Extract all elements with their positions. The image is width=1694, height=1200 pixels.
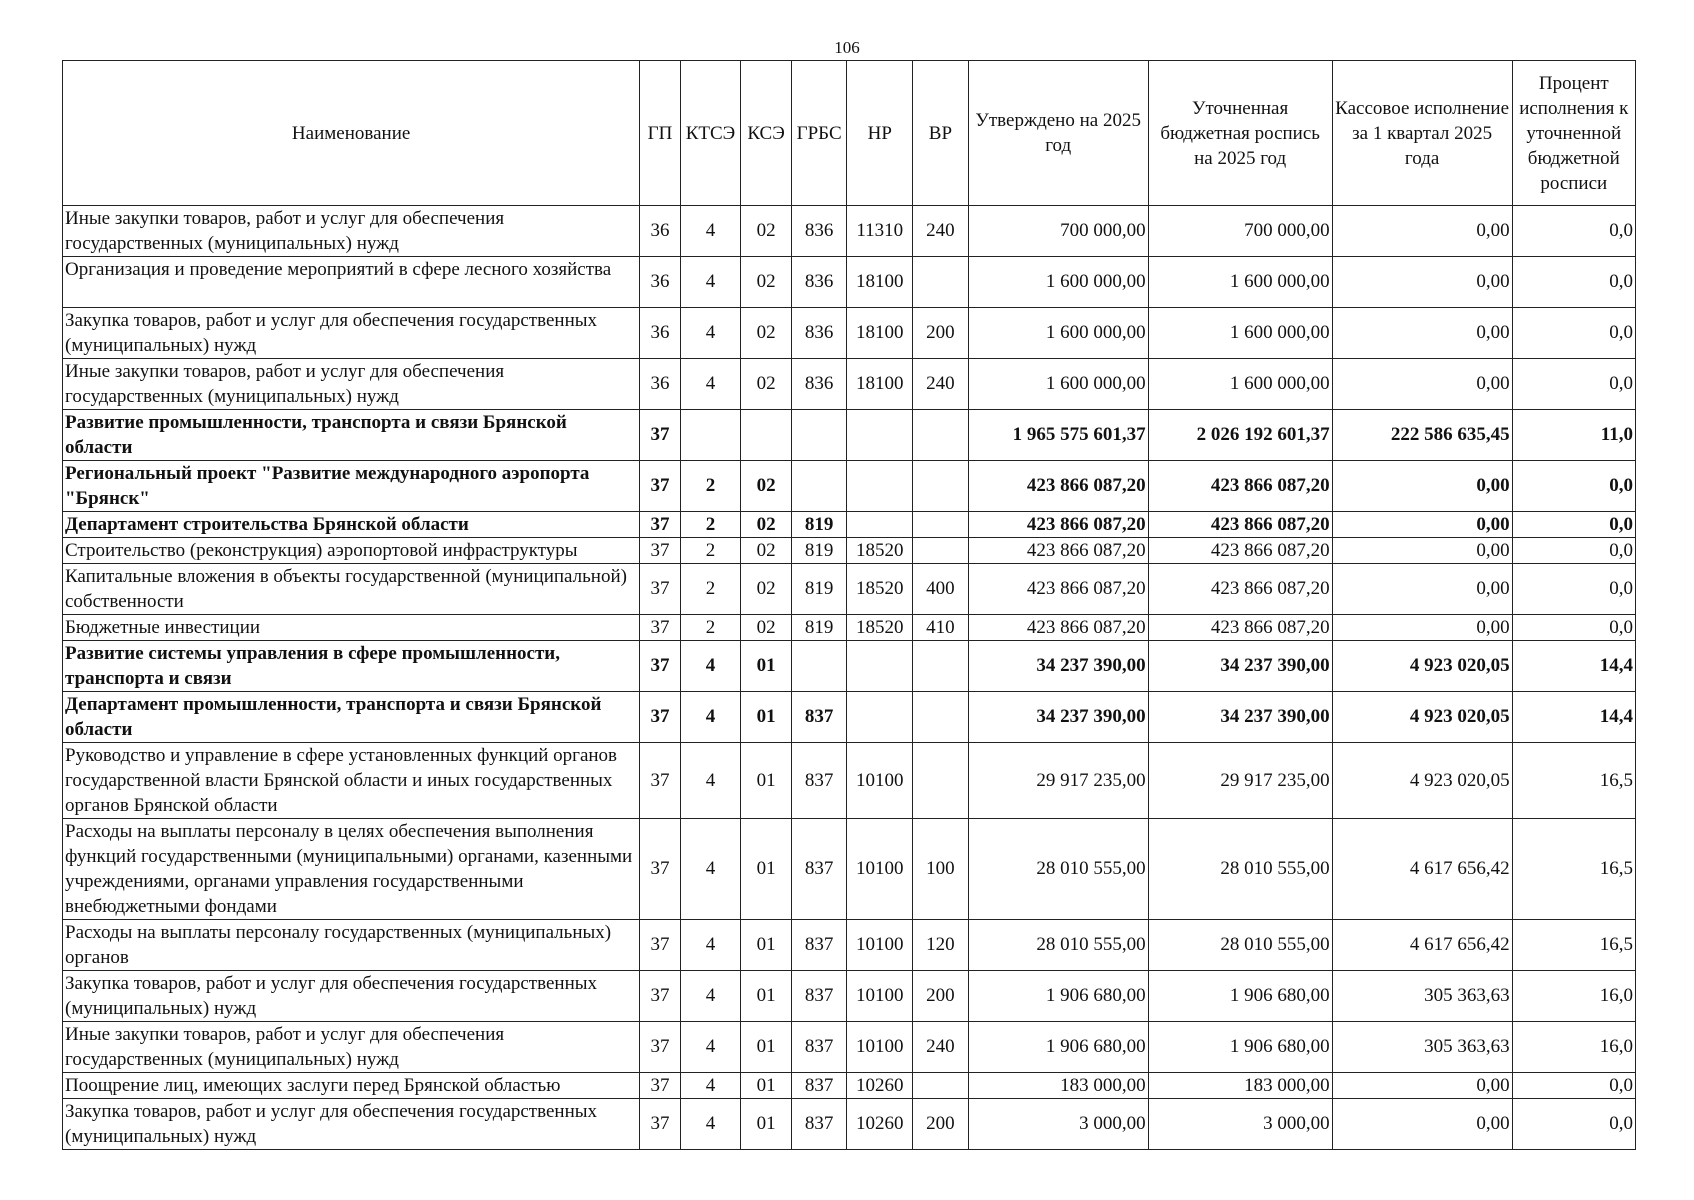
table-row bbox=[63, 564, 1636, 615]
cell-ktse: 4 bbox=[680, 1073, 741, 1099]
cell-gp: 37 bbox=[640, 564, 680, 615]
cell-ktse: 4 bbox=[680, 1099, 741, 1150]
cell-approved: 1 600 000,00 bbox=[968, 308, 1148, 359]
cell-grbs bbox=[791, 641, 847, 692]
cell-np: 10260 bbox=[847, 1073, 913, 1099]
cell-vr: 410 bbox=[913, 615, 969, 641]
cell-cash: 0,00 bbox=[1332, 1073, 1512, 1099]
cell-name: Департамент промышленности, транспорта и связи Брянской области bbox=[63, 692, 640, 743]
cell-vr bbox=[913, 1073, 969, 1099]
cell-grbs: 837 bbox=[791, 1022, 847, 1073]
cell-vr bbox=[913, 641, 969, 692]
cell-kse: 02 bbox=[741, 359, 792, 410]
cell-ktse: 2 bbox=[680, 564, 741, 615]
cell-name: Иные закупки товаров, работ и услуг для обеспечения государственных (муниципальных) нужд bbox=[63, 1022, 640, 1073]
cell-np: 10100 bbox=[847, 819, 913, 920]
header-percent: Процент исполнения к уточненной бюджетной росписи bbox=[1512, 61, 1635, 206]
cell-ktse: 4 bbox=[680, 971, 741, 1022]
cell-cash: 0,00 bbox=[1332, 1099, 1512, 1150]
cell-percent: 0,0 bbox=[1512, 1099, 1635, 1150]
cell-name: Развитие системы управления в сфере промышленности, транспорта и связи bbox=[63, 641, 640, 692]
cell-vr: 240 bbox=[913, 1022, 969, 1073]
cell-approved: 1 600 000,00 bbox=[968, 257, 1148, 308]
cell-refined: 1 906 680,00 bbox=[1148, 1022, 1332, 1073]
cell-np bbox=[847, 512, 913, 538]
cell-name: Расходы на выплаты персоналу государственных (муниципальных) органов bbox=[63, 920, 640, 971]
header-vr: ВР bbox=[913, 61, 969, 206]
cell-kse: 02 bbox=[741, 615, 792, 641]
header-approved: Утверждено на 2025 год bbox=[968, 61, 1148, 206]
cell-grbs: 819 bbox=[791, 564, 847, 615]
cell-kse: 02 bbox=[741, 206, 792, 257]
cell-refined: 1 600 000,00 bbox=[1148, 308, 1332, 359]
cell-gp: 37 bbox=[640, 692, 680, 743]
cell-cash: 0,00 bbox=[1332, 564, 1512, 615]
cell-refined: 700 000,00 bbox=[1148, 206, 1332, 257]
cell-percent: 0,0 bbox=[1512, 538, 1635, 564]
cell-percent: 0,0 bbox=[1512, 359, 1635, 410]
cell-np: 18100 bbox=[847, 308, 913, 359]
cell-approved: 423 866 087,20 bbox=[968, 512, 1148, 538]
cell-kse: 01 bbox=[741, 641, 792, 692]
cell-gp: 37 bbox=[640, 641, 680, 692]
cell-cash: 0,00 bbox=[1332, 538, 1512, 564]
cell-grbs: 836 bbox=[791, 359, 847, 410]
cell-refined: 423 866 087,20 bbox=[1148, 461, 1332, 512]
cell-np: 10260 bbox=[847, 1099, 913, 1150]
cell-vr: 200 bbox=[913, 308, 969, 359]
cell-approved: 29 917 235,00 bbox=[968, 743, 1148, 819]
cell-name: Расходы на выплаты персоналу в целях обеспечения выполнения функций государственными (муниципальными) органами, казенными учреждениями, органами управления государственными внебюджетными фондами bbox=[63, 819, 640, 920]
cell-vr bbox=[913, 461, 969, 512]
cell-approved: 423 866 087,20 bbox=[968, 538, 1148, 564]
cell-gp: 37 bbox=[640, 1073, 680, 1099]
table-row bbox=[63, 461, 1636, 512]
cell-refined: 1 600 000,00 bbox=[1148, 257, 1332, 308]
cell-vr: 100 bbox=[913, 819, 969, 920]
cell-np bbox=[847, 692, 913, 743]
table-row bbox=[63, 641, 1636, 692]
cell-percent: 0,0 bbox=[1512, 615, 1635, 641]
cell-kse: 02 bbox=[741, 308, 792, 359]
cell-cash: 4 617 656,42 bbox=[1332, 819, 1512, 920]
cell-name: Бюджетные инвестиции bbox=[63, 615, 640, 641]
cell-name: Закупка товаров, работ и услуг для обеспечения государственных (муниципальных) нужд bbox=[63, 308, 640, 359]
cell-grbs: 819 bbox=[791, 538, 847, 564]
cell-ktse: 4 bbox=[680, 1022, 741, 1073]
header-name: Наименование bbox=[63, 61, 640, 206]
cell-cash: 305 363,63 bbox=[1332, 1022, 1512, 1073]
cell-name: Руководство и управление в сфере установленных функций органов государственной власти Брянской области и иных государственных органов Брянской области bbox=[63, 743, 640, 819]
cell-grbs: 819 bbox=[791, 512, 847, 538]
cell-np bbox=[847, 461, 913, 512]
table-row bbox=[63, 257, 1636, 308]
cell-gp: 37 bbox=[640, 461, 680, 512]
cell-percent: 0,0 bbox=[1512, 564, 1635, 615]
table-row bbox=[63, 1022, 1636, 1073]
cell-kse: 01 bbox=[741, 743, 792, 819]
cell-cash: 305 363,63 bbox=[1332, 971, 1512, 1022]
cell-np: 18520 bbox=[847, 538, 913, 564]
cell-percent: 14,4 bbox=[1512, 641, 1635, 692]
cell-kse: 02 bbox=[741, 257, 792, 308]
cell-approved: 1 600 000,00 bbox=[968, 359, 1148, 410]
cell-kse: 02 bbox=[741, 538, 792, 564]
cell-name: Развитие промышленности, транспорта и связи Брянской области bbox=[63, 410, 640, 461]
cell-vr: 240 bbox=[913, 206, 969, 257]
cell-cash: 222 586 635,45 bbox=[1332, 410, 1512, 461]
cell-percent: 0,0 bbox=[1512, 206, 1635, 257]
cell-cash: 0,00 bbox=[1332, 615, 1512, 641]
cell-gp: 37 bbox=[640, 410, 680, 461]
cell-percent: 16,5 bbox=[1512, 743, 1635, 819]
cell-refined: 29 917 235,00 bbox=[1148, 743, 1332, 819]
header-gp: ГП bbox=[640, 61, 680, 206]
cell-np bbox=[847, 410, 913, 461]
table-row bbox=[63, 971, 1636, 1022]
cell-ktse: 4 bbox=[680, 641, 741, 692]
table-row bbox=[63, 615, 1636, 641]
cell-ktse: 4 bbox=[680, 359, 741, 410]
cell-gp: 37 bbox=[640, 1099, 680, 1150]
cell-gp: 36 bbox=[640, 308, 680, 359]
cell-np: 10100 bbox=[847, 743, 913, 819]
table-row bbox=[63, 819, 1636, 920]
cell-refined: 28 010 555,00 bbox=[1148, 920, 1332, 971]
cell-grbs: 837 bbox=[791, 819, 847, 920]
cell-np: 10100 bbox=[847, 971, 913, 1022]
cell-approved: 1 906 680,00 bbox=[968, 971, 1148, 1022]
cell-percent: 0,0 bbox=[1512, 461, 1635, 512]
cell-gp: 36 bbox=[640, 257, 680, 308]
table-row bbox=[63, 920, 1636, 971]
cell-cash: 0,00 bbox=[1332, 308, 1512, 359]
cell-ktse bbox=[680, 410, 741, 461]
cell-name: Закупка товаров, работ и услуг для обеспечения государственных (муниципальных) нужд bbox=[63, 1099, 640, 1150]
cell-approved: 28 010 555,00 bbox=[968, 819, 1148, 920]
cell-kse: 01 bbox=[741, 1073, 792, 1099]
cell-kse: 01 bbox=[741, 920, 792, 971]
cell-kse: 01 bbox=[741, 819, 792, 920]
cell-approved: 183 000,00 bbox=[968, 1073, 1148, 1099]
cell-vr bbox=[913, 410, 969, 461]
table-row bbox=[63, 512, 1636, 538]
cell-name: Иные закупки товаров, работ и услуг для обеспечения государственных (муниципальных) нужд bbox=[63, 206, 640, 257]
cell-ktse: 2 bbox=[680, 461, 741, 512]
header-row bbox=[63, 61, 1636, 206]
cell-vr bbox=[913, 512, 969, 538]
cell-vr bbox=[913, 257, 969, 308]
table-row bbox=[63, 1099, 1636, 1150]
cell-grbs bbox=[791, 410, 847, 461]
cell-approved: 1 906 680,00 bbox=[968, 1022, 1148, 1073]
cell-ktse: 2 bbox=[680, 615, 741, 641]
cell-grbs: 837 bbox=[791, 743, 847, 819]
cell-refined: 423 866 087,20 bbox=[1148, 538, 1332, 564]
cell-approved: 1 965 575 601,37 bbox=[968, 410, 1148, 461]
cell-grbs: 837 bbox=[791, 1073, 847, 1099]
header-kse: КСЭ bbox=[741, 61, 792, 206]
cell-refined: 423 866 087,20 bbox=[1148, 564, 1332, 615]
budget-execution-table bbox=[62, 60, 1636, 1150]
table-row bbox=[63, 410, 1636, 461]
cell-vr bbox=[913, 538, 969, 564]
cell-cash: 4 923 020,05 bbox=[1332, 692, 1512, 743]
cell-ktse: 4 bbox=[680, 920, 741, 971]
cell-vr bbox=[913, 743, 969, 819]
cell-percent: 16,5 bbox=[1512, 920, 1635, 971]
cell-gp: 37 bbox=[640, 538, 680, 564]
cell-refined: 1 906 680,00 bbox=[1148, 971, 1332, 1022]
cell-np: 18100 bbox=[847, 359, 913, 410]
cell-name: Иные закупки товаров, работ и услуг для обеспечения государственных (муниципальных) нужд bbox=[63, 359, 640, 410]
cell-grbs: 837 bbox=[791, 1099, 847, 1150]
cell-approved: 34 237 390,00 bbox=[968, 692, 1148, 743]
cell-kse bbox=[741, 410, 792, 461]
header-ktse: КТСЭ bbox=[680, 61, 741, 206]
header-refined: Уточненная бюджетная роспись на 2025 год bbox=[1148, 61, 1332, 206]
table-row bbox=[63, 743, 1636, 819]
cell-percent: 0,0 bbox=[1512, 257, 1635, 308]
cell-name: Закупка товаров, работ и услуг для обеспечения государственных (муниципальных) нужд bbox=[63, 971, 640, 1022]
cell-gp: 37 bbox=[640, 971, 680, 1022]
cell-refined: 1 600 000,00 bbox=[1148, 359, 1332, 410]
cell-ktse: 4 bbox=[680, 257, 741, 308]
cell-kse: 02 bbox=[741, 564, 792, 615]
cell-refined: 34 237 390,00 bbox=[1148, 641, 1332, 692]
cell-vr: 200 bbox=[913, 971, 969, 1022]
cell-ktse: 4 bbox=[680, 206, 741, 257]
cell-approved: 3 000,00 bbox=[968, 1099, 1148, 1150]
page-number: 106 bbox=[834, 38, 860, 57]
cell-kse: 01 bbox=[741, 971, 792, 1022]
cell-gp: 37 bbox=[640, 819, 680, 920]
table-row bbox=[63, 308, 1636, 359]
cell-approved: 423 866 087,20 bbox=[968, 615, 1148, 641]
cell-name: Департамент строительства Брянской области bbox=[63, 512, 640, 538]
cell-grbs: 836 bbox=[791, 308, 847, 359]
cell-refined: 183 000,00 bbox=[1148, 1073, 1332, 1099]
cell-np bbox=[847, 641, 913, 692]
table-row bbox=[63, 538, 1636, 564]
cell-vr: 120 bbox=[913, 920, 969, 971]
cell-name: Строительство (реконструкция) аэропортовой инфраструктуры bbox=[63, 538, 640, 564]
cell-ktse: 4 bbox=[680, 743, 741, 819]
cell-vr: 240 bbox=[913, 359, 969, 410]
table-row bbox=[63, 206, 1636, 257]
cell-grbs: 837 bbox=[791, 692, 847, 743]
cell-refined: 423 866 087,20 bbox=[1148, 512, 1332, 538]
cell-gp: 36 bbox=[640, 206, 680, 257]
cell-percent: 16,0 bbox=[1512, 971, 1635, 1022]
cell-ktse: 4 bbox=[680, 308, 741, 359]
cell-kse: 01 bbox=[741, 1022, 792, 1073]
cell-gp: 37 bbox=[640, 615, 680, 641]
cell-approved: 700 000,00 bbox=[968, 206, 1148, 257]
cell-cash: 4 617 656,42 bbox=[1332, 920, 1512, 971]
cell-kse: 01 bbox=[741, 1099, 792, 1150]
cell-np: 11310 bbox=[847, 206, 913, 257]
cell-name: Региональный проект "Развитие международного аэропорта "Брянск" bbox=[63, 461, 640, 512]
header-grbs: ГРБС bbox=[791, 61, 847, 206]
cell-percent: 16,5 bbox=[1512, 819, 1635, 920]
cell-name: Организация и проведение мероприятий в сфере лесного хозяйства bbox=[63, 257, 640, 308]
cell-percent: 0,0 bbox=[1512, 1073, 1635, 1099]
cell-ktse: 4 bbox=[680, 692, 741, 743]
cell-percent: 14,4 bbox=[1512, 692, 1635, 743]
cell-cash: 4 923 020,05 bbox=[1332, 641, 1512, 692]
cell-name: Капитальные вложения в объекты государственной (муниципальной) собственности bbox=[63, 564, 640, 615]
cell-grbs: 836 bbox=[791, 206, 847, 257]
cell-cash: 0,00 bbox=[1332, 206, 1512, 257]
cell-refined: 34 237 390,00 bbox=[1148, 692, 1332, 743]
cell-cash: 4 923 020,05 bbox=[1332, 743, 1512, 819]
cell-gp: 37 bbox=[640, 920, 680, 971]
cell-name: Поощрение лиц, имеющих заслуги перед Брянской областью bbox=[63, 1073, 640, 1099]
table-row bbox=[63, 1073, 1636, 1099]
cell-cash: 0,00 bbox=[1332, 512, 1512, 538]
cell-np: 18100 bbox=[847, 257, 913, 308]
cell-approved: 423 866 087,20 bbox=[968, 564, 1148, 615]
cell-cash: 0,00 bbox=[1332, 461, 1512, 512]
cell-np: 10100 bbox=[847, 920, 913, 971]
cell-grbs bbox=[791, 461, 847, 512]
cell-grbs: 837 bbox=[791, 971, 847, 1022]
cell-kse: 02 bbox=[741, 512, 792, 538]
cell-gp: 37 bbox=[640, 512, 680, 538]
cell-cash: 0,00 bbox=[1332, 359, 1512, 410]
cell-gp: 37 bbox=[640, 743, 680, 819]
cell-percent: 0,0 bbox=[1512, 512, 1635, 538]
cell-gp: 37 bbox=[640, 1022, 680, 1073]
cell-refined: 3 000,00 bbox=[1148, 1099, 1332, 1150]
cell-approved: 34 237 390,00 bbox=[968, 641, 1148, 692]
cell-gp: 36 bbox=[640, 359, 680, 410]
table-row bbox=[63, 359, 1636, 410]
cell-approved: 28 010 555,00 bbox=[968, 920, 1148, 971]
cell-vr: 200 bbox=[913, 1099, 969, 1150]
header-np: НР bbox=[847, 61, 913, 206]
cell-grbs: 836 bbox=[791, 257, 847, 308]
cell-percent: 16,0 bbox=[1512, 1022, 1635, 1073]
cell-percent: 0,0 bbox=[1512, 308, 1635, 359]
cell-kse: 02 bbox=[741, 461, 792, 512]
cell-vr: 400 bbox=[913, 564, 969, 615]
header-cash: Кассовое исполнение за 1 квартал 2025 года bbox=[1332, 61, 1512, 206]
cell-refined: 28 010 555,00 bbox=[1148, 819, 1332, 920]
cell-cash: 0,00 bbox=[1332, 257, 1512, 308]
cell-refined: 2 026 192 601,37 bbox=[1148, 410, 1332, 461]
cell-percent: 11,0 bbox=[1512, 410, 1635, 461]
cell-np: 10100 bbox=[847, 1022, 913, 1073]
cell-np: 18520 bbox=[847, 564, 913, 615]
cell-ktse: 2 bbox=[680, 512, 741, 538]
cell-ktse: 2 bbox=[680, 538, 741, 564]
table-row bbox=[63, 692, 1636, 743]
cell-np: 18520 bbox=[847, 615, 913, 641]
cell-kse: 01 bbox=[741, 692, 792, 743]
cell-approved: 423 866 087,20 bbox=[968, 461, 1148, 512]
cell-grbs: 819 bbox=[791, 615, 847, 641]
cell-refined: 423 866 087,20 bbox=[1148, 615, 1332, 641]
cell-ktse: 4 bbox=[680, 819, 741, 920]
cell-grbs: 837 bbox=[791, 920, 847, 971]
cell-vr bbox=[913, 692, 969, 743]
